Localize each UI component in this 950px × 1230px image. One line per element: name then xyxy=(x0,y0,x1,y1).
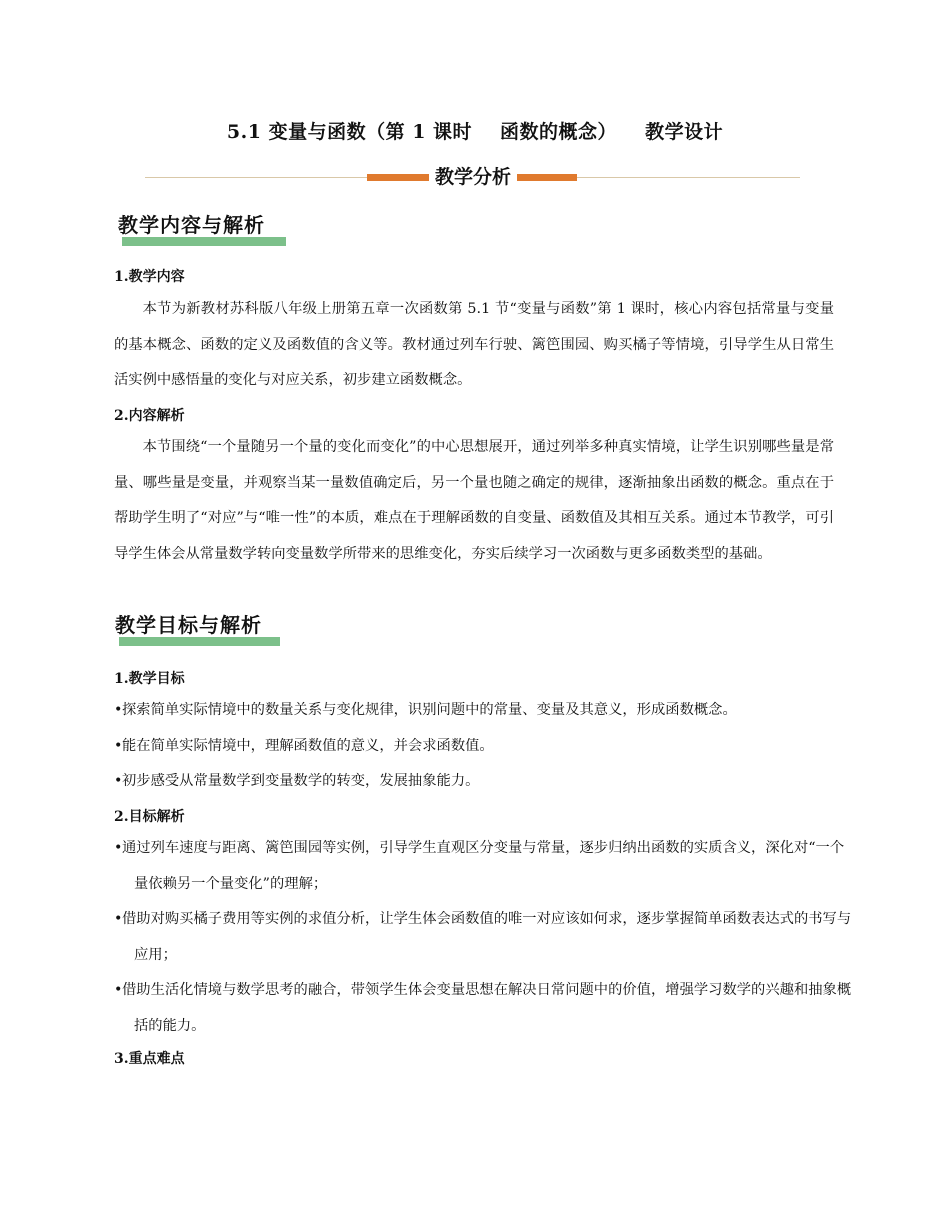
banner-bar-left xyxy=(367,174,429,181)
section-heading-label: 教学内容与解析 xyxy=(118,213,265,237)
list-item: •初步感受从常量数学到变量数学的转变，发展抽象能力。 xyxy=(114,764,854,800)
section-heading-content xyxy=(118,210,286,246)
bullet-icon: • xyxy=(114,773,123,789)
list-item: •探索简单实际情境中的数量关系与变化规律，识别问题中的常量、变量及其意义，形成函数概念。 xyxy=(114,693,854,729)
subheading-content: 1.教学内容 xyxy=(114,269,185,285)
banner-label: 教学分析 xyxy=(429,164,517,190)
list-item: •借助对购买橘子费用等实例的求值分析，让学生体会函数值的唯一对应该如何求，逐步掌握简单函数表达式的书写与应用； xyxy=(114,902,854,973)
subheading-goal-analysis: 2.目标解析 xyxy=(114,809,185,825)
paragraph-content-analysis: 本节围绕“一个量随另一个量的变化而变化”的中心思想展开，通过列举多种真实情境，让学生识别哪些量是常量、哪些量是变量，并观察当某一量数值确定后，另一个量也随之确定的规律，逐渐抽象出函数的概念。重点在于帮助学生明了“对应”与“唯一性”的本质，难点在于理解函数的自变量、函数值及其相互关系。通过本节教学，可引导学生体会从常量数学转向变量数学所带来的思维变化，夯实后续学习一次函数与更多函数类型的基础。 xyxy=(114,439,834,562)
list-item: •借助生活化情境与数学思考的融合，带领学生体会变量思想在解决日常问题中的价值，增强学习数学的兴趣和抽象概括的能力。 xyxy=(114,973,854,1044)
subheading-content-analysis: 2.内容解析 xyxy=(114,408,185,424)
bullet-icon: • xyxy=(114,840,123,856)
analysis-list xyxy=(114,831,854,1044)
banner-bar-right xyxy=(517,174,577,181)
subheading-goals: 1.教学目标 xyxy=(114,671,185,687)
bullet-icon: • xyxy=(114,982,123,998)
section-heading-label: 教学目标与解析 xyxy=(115,613,262,637)
paragraph-content: 本节为新教材苏科版八年级上册第五章一次函数第 5.1 节“变量与函数”第 1 课时，核心内容包括常量与变量的基本概念、函数的定义及函数值的含义等。教材通过列车行驶、篱笆围园、购买橘子等情境，引导学生从日常生活实例中感悟量的变化与对应关系，初步建立函数概念。 xyxy=(114,301,834,388)
list-item: •通过列车速度与距离、篱笆围园等实例，引导学生直观区分变量与常量，逐步归纳出函数的实质含义，深化对“一个量依赖另一个量变化”的理解； xyxy=(114,831,854,902)
goals-list xyxy=(114,693,854,800)
list-item: •能在简单实际情境中，理解函数值的意义，并会求函数值。 xyxy=(114,729,854,765)
bullet-icon: • xyxy=(114,911,123,927)
bullet-icon: • xyxy=(114,737,123,754)
title-sub: 函数的概念） xyxy=(500,121,618,143)
subheading-key-points: 3.重点难点 xyxy=(114,1051,185,1067)
title-suffix: 教学设计 xyxy=(645,121,724,143)
section-banner xyxy=(145,164,800,194)
bullet-icon: • xyxy=(114,702,123,718)
section-heading-goals xyxy=(115,610,280,646)
title-main: 5.1 变量与函数（第 1 课时 xyxy=(226,121,473,143)
document-title xyxy=(0,117,950,144)
